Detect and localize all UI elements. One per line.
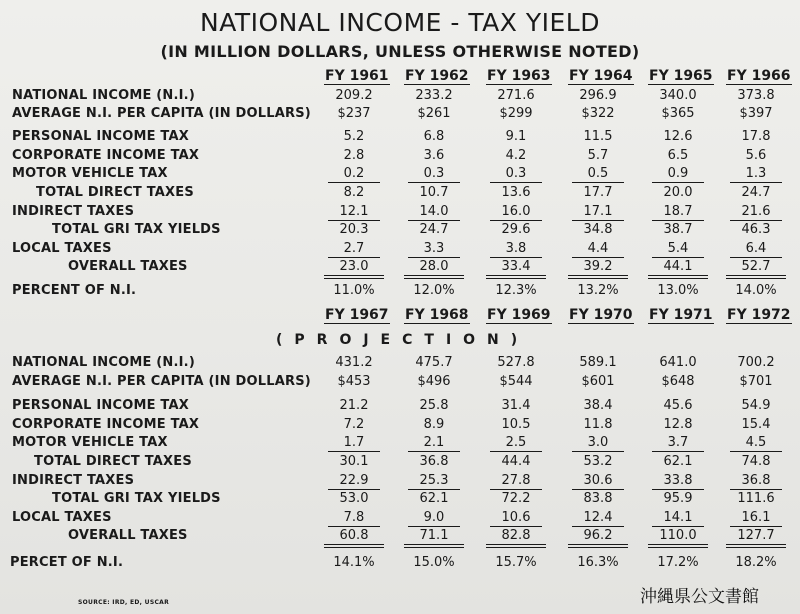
- table-cell: 33.8: [663, 473, 693, 488]
- table-cell: 17.8: [741, 129, 771, 144]
- cell-double-underline: [648, 544, 708, 548]
- table-cell: 11.8: [583, 417, 613, 432]
- table-cell: 110.0: [659, 528, 697, 543]
- cell-underline: [730, 257, 782, 258]
- table-cell: 36.8: [419, 454, 449, 469]
- table-cell: 44.1: [663, 259, 693, 274]
- cell-underline: [652, 526, 704, 527]
- table-cell: 16.3%: [577, 555, 619, 570]
- table-cell: 31.4: [501, 398, 531, 413]
- table-cell: 3.0: [587, 435, 609, 450]
- cell-underline: [408, 257, 460, 258]
- cell-underline: [408, 451, 460, 452]
- table-cell: 4.4: [587, 241, 609, 256]
- table-cell: $701: [739, 374, 773, 389]
- cell-underline: [408, 182, 460, 183]
- table-cell: 127.7: [737, 528, 775, 543]
- cell-underline: [408, 220, 460, 221]
- table-cell: 16.1: [741, 510, 771, 525]
- table-cell: 12.3%: [495, 283, 537, 298]
- table-cell: 28.0: [419, 259, 449, 274]
- table-cell: 14.0%: [735, 283, 777, 298]
- table-cell: 373.8: [737, 88, 775, 103]
- row-label: OVERALL TAXES: [68, 259, 188, 274]
- table-cell: 9.0: [423, 510, 445, 525]
- table-cell: 14.1%: [333, 555, 375, 570]
- table-cell: 589.1: [579, 355, 617, 370]
- year-header: FY 1969: [487, 307, 551, 323]
- row-label: MOTOR VEHICLE TAX: [12, 435, 168, 450]
- table-cell: 2.8: [343, 148, 365, 163]
- table-cell: $237: [337, 106, 371, 121]
- table-cell: 27.8: [501, 473, 531, 488]
- cell-underline: [328, 182, 380, 183]
- table-cell: $496: [417, 374, 451, 389]
- table-cell: 52.7: [741, 259, 771, 274]
- table-cell: 8.2: [343, 185, 365, 200]
- table-cell: $544: [499, 374, 533, 389]
- cell-double-underline: [726, 544, 786, 548]
- table-cell: 46.3: [741, 222, 771, 237]
- table-cell: 54.9: [741, 398, 771, 413]
- cell-underline: [730, 526, 782, 527]
- table-cell: 111.6: [737, 491, 775, 506]
- row-label: TOTAL GRI TAX YIELDS: [52, 491, 221, 506]
- table-cell: 9.1: [505, 129, 527, 144]
- row-label: TOTAL DIRECT TAXES: [34, 454, 192, 469]
- table-cell: 18.7: [663, 204, 693, 219]
- year-header: FY 1961: [325, 68, 389, 84]
- table-cell: 71.1: [419, 528, 449, 543]
- table-cell: 30.1: [339, 454, 369, 469]
- table-cell: 700.2: [737, 355, 775, 370]
- table-cell: 15.7%: [495, 555, 537, 570]
- table-cell: 15.0%: [413, 555, 455, 570]
- table-cell: 12.4: [583, 510, 613, 525]
- table-cell: 23.0: [339, 259, 369, 274]
- year-header: FY 1967: [325, 307, 389, 323]
- cell-underline: [652, 182, 704, 183]
- table-cell: 53.2: [583, 454, 613, 469]
- table-cell: 24.7: [419, 222, 449, 237]
- year-header: FY 1963: [487, 68, 551, 84]
- table-cell: 13.0%: [657, 283, 699, 298]
- table-cell: 5.2: [343, 129, 365, 144]
- year-header: FY 1970: [569, 307, 633, 323]
- table-cell: 17.7: [583, 185, 613, 200]
- cell-underline: [328, 220, 380, 221]
- table-cell: 7.2: [343, 417, 365, 432]
- table-cell: 18.2%: [735, 555, 777, 570]
- table-cell: 72.2: [501, 491, 531, 506]
- cell-underline: [730, 182, 782, 183]
- table-cell: 2.7: [343, 241, 365, 256]
- projection-label: (PROJECTION): [276, 332, 530, 348]
- table-cell: 641.0: [659, 355, 697, 370]
- table-cell: $365: [661, 106, 695, 121]
- table-cell: 12.1: [339, 204, 369, 219]
- table-cell: 13.2%: [577, 283, 619, 298]
- cell-underline: [328, 451, 380, 452]
- cell-double-underline: [648, 275, 708, 279]
- table-cell: 11.0%: [333, 283, 375, 298]
- cell-underline: [328, 526, 380, 527]
- cell-underline: [490, 526, 542, 527]
- table-cell: 95.9: [663, 491, 693, 506]
- cell-underline: [572, 451, 624, 452]
- table-cell: 3.8: [505, 241, 527, 256]
- page-title: NATIONAL INCOME - TAX YIELD: [200, 8, 600, 37]
- row-label: AVERAGE N.I. PER CAPITA (IN DOLLARS): [12, 106, 311, 121]
- cell-underline: [490, 489, 542, 490]
- row-label: LOCAL TAXES: [12, 241, 112, 256]
- table-cell: 24.7: [741, 185, 771, 200]
- table-cell: 39.2: [583, 259, 613, 274]
- table-cell: 25.3: [419, 473, 449, 488]
- table-cell: $453: [337, 374, 371, 389]
- table-cell: 0.5: [587, 166, 609, 181]
- table-cell: 11.5: [583, 129, 613, 144]
- table-cell: 38.4: [583, 398, 613, 413]
- table-cell: 1.3: [745, 166, 767, 181]
- table-cell: 340.0: [659, 88, 697, 103]
- table-cell: 45.6: [663, 398, 693, 413]
- source-note: SOURCE: IRD, ED, USCAR: [78, 599, 170, 606]
- cell-double-underline: [404, 275, 464, 279]
- table-cell: 431.2: [335, 355, 373, 370]
- cell-underline: [490, 257, 542, 258]
- cell-underline: [572, 220, 624, 221]
- table-cell: 83.8: [583, 491, 613, 506]
- table-cell: 62.1: [419, 491, 449, 506]
- cell-double-underline: [404, 544, 464, 548]
- cell-underline: [490, 451, 542, 452]
- row-label: TOTAL DIRECT TAXES: [36, 185, 194, 200]
- table-cell: 475.7: [415, 355, 453, 370]
- table-cell: 5.4: [667, 241, 689, 256]
- cell-underline: [652, 257, 704, 258]
- table-cell: 25.8: [419, 398, 449, 413]
- cell-underline: [490, 182, 542, 183]
- cell-underline: [652, 220, 704, 221]
- table-cell: 5.7: [587, 148, 609, 163]
- row-label: PERSONAL INCOME TAX: [12, 398, 189, 413]
- table-cell: 12.0%: [413, 283, 455, 298]
- table-cell: 2.5: [505, 435, 527, 450]
- table-cell: 14.0: [419, 204, 449, 219]
- table-cell: $322: [581, 106, 615, 121]
- table-cell: 16.0: [501, 204, 531, 219]
- page-subtitle: (IN MILLION DOLLARS, UNLESS OTHERWISE NOTED): [160, 42, 640, 61]
- table-cell: 60.8: [339, 528, 369, 543]
- table-cell: 527.8: [497, 355, 535, 370]
- table-cell: 5.6: [745, 148, 767, 163]
- cell-underline: [328, 257, 380, 258]
- table-cell: 0.3: [505, 166, 527, 181]
- table-cell: 10.7: [419, 185, 449, 200]
- table-cell: 82.8: [501, 528, 531, 543]
- table-cell: 96.2: [583, 528, 613, 543]
- table-cell: 62.1: [663, 454, 693, 469]
- table-cell: 21.2: [339, 398, 369, 413]
- cell-underline: [652, 489, 704, 490]
- cell-underline: [572, 526, 624, 527]
- cell-double-underline: [568, 544, 628, 548]
- cell-double-underline: [726, 275, 786, 279]
- table-cell: 17.2%: [657, 555, 699, 570]
- table-cell: 36.8: [741, 473, 771, 488]
- year-header: FY 1968: [405, 307, 469, 323]
- table-cell: 20.0: [663, 185, 693, 200]
- table-cell: 8.9: [423, 417, 445, 432]
- year-header: FY 1966: [727, 68, 791, 84]
- table-cell: 38.7: [663, 222, 693, 237]
- table-cell: 4.5: [745, 435, 767, 450]
- row-label: TOTAL GRI TAX YIELDS: [52, 222, 221, 237]
- table-cell: 271.6: [497, 88, 535, 103]
- cell-double-underline: [324, 544, 384, 548]
- row-label: AVERAGE N.I. PER CAPITA (IN DOLLARS): [12, 374, 311, 389]
- archive-stamp: 沖縄県公文書館: [640, 587, 759, 607]
- table-cell: 22.9: [339, 473, 369, 488]
- row-label: PERCENT OF N.I.: [12, 283, 137, 298]
- table-cell: 74.8: [741, 454, 771, 469]
- table-cell: 34.8: [583, 222, 613, 237]
- table-cell: 0.2: [343, 166, 365, 181]
- cell-double-underline: [568, 275, 628, 279]
- cell-underline: [730, 451, 782, 452]
- table-cell: 3.6: [423, 148, 445, 163]
- table-cell: $648: [661, 374, 695, 389]
- year-header: FY 1965: [649, 68, 713, 84]
- table-cell: 14.1: [663, 510, 693, 525]
- table-cell: 29.6: [501, 222, 531, 237]
- table-cell: 20.3: [339, 222, 369, 237]
- table-cell: 12.6: [663, 129, 693, 144]
- table-cell: 44.4: [501, 454, 531, 469]
- row-label: LOCAL TAXES: [12, 510, 112, 525]
- year-header: FY 1972: [727, 307, 791, 323]
- row-label: PERCET OF N.I.: [10, 555, 124, 570]
- table-cell: $601: [581, 374, 615, 389]
- cell-underline: [730, 489, 782, 490]
- table-cell: 33.4: [501, 259, 531, 274]
- table-cell: 0.9: [667, 166, 689, 181]
- table-cell: $261: [417, 106, 451, 121]
- table-cell: 1.7: [343, 435, 365, 450]
- table-cell: 17.1: [583, 204, 613, 219]
- table-cell: 6.8: [423, 129, 445, 144]
- table-cell: 3.3: [423, 241, 445, 256]
- table-cell: 4.2: [505, 148, 527, 163]
- table-cell: 13.6: [501, 185, 531, 200]
- cell-underline: [572, 257, 624, 258]
- table-cell: 3.7: [667, 435, 689, 450]
- row-label: OVERALL TAXES: [68, 528, 188, 543]
- table-cell: 10.6: [501, 510, 531, 525]
- row-label: CORPORATE INCOME TAX: [12, 417, 200, 432]
- row-label: INDIRECT TAXES: [12, 204, 135, 219]
- table-cell: 6.4: [745, 241, 767, 256]
- row-label: INDIRECT TAXES: [12, 473, 135, 488]
- cell-double-underline: [486, 275, 546, 279]
- cell-underline: [408, 526, 460, 527]
- cell-double-underline: [486, 544, 546, 548]
- row-label: CORPORATE INCOME TAX: [12, 148, 200, 163]
- cell-underline: [408, 489, 460, 490]
- cell-underline: [652, 451, 704, 452]
- row-label: MOTOR VEHICLE TAX: [12, 166, 168, 181]
- table-cell: 2.1: [423, 435, 445, 450]
- year-header: FY 1964: [569, 68, 633, 84]
- table-cell: 296.9: [579, 88, 617, 103]
- table-cell: $299: [499, 106, 533, 121]
- cell-underline: [490, 220, 542, 221]
- year-header: FY 1962: [405, 68, 469, 84]
- table-cell: 12.8: [663, 417, 693, 432]
- table-cell: 21.6: [741, 204, 771, 219]
- cell-double-underline: [324, 275, 384, 279]
- cell-underline: [328, 489, 380, 490]
- table-cell: 53.0: [339, 491, 369, 506]
- table-cell: 233.2: [415, 88, 453, 103]
- table-cell: $397: [739, 106, 773, 121]
- row-label: PERSONAL INCOME TAX: [12, 129, 189, 144]
- table-cell: 209.2: [335, 88, 373, 103]
- row-label: NATIONAL INCOME (N.I.): [12, 355, 195, 370]
- table-cell: 7.8: [343, 510, 365, 525]
- table-cell: 15.4: [741, 417, 771, 432]
- table-cell: 10.5: [501, 417, 531, 432]
- cell-underline: [572, 182, 624, 183]
- table-cell: 30.6: [583, 473, 613, 488]
- year-header: FY 1971: [649, 307, 713, 323]
- cell-underline: [572, 489, 624, 490]
- cell-underline: [730, 220, 782, 221]
- row-label: NATIONAL INCOME (N.I.): [12, 88, 195, 103]
- table-cell: 0.3: [423, 166, 445, 181]
- table-cell: 6.5: [667, 148, 689, 163]
